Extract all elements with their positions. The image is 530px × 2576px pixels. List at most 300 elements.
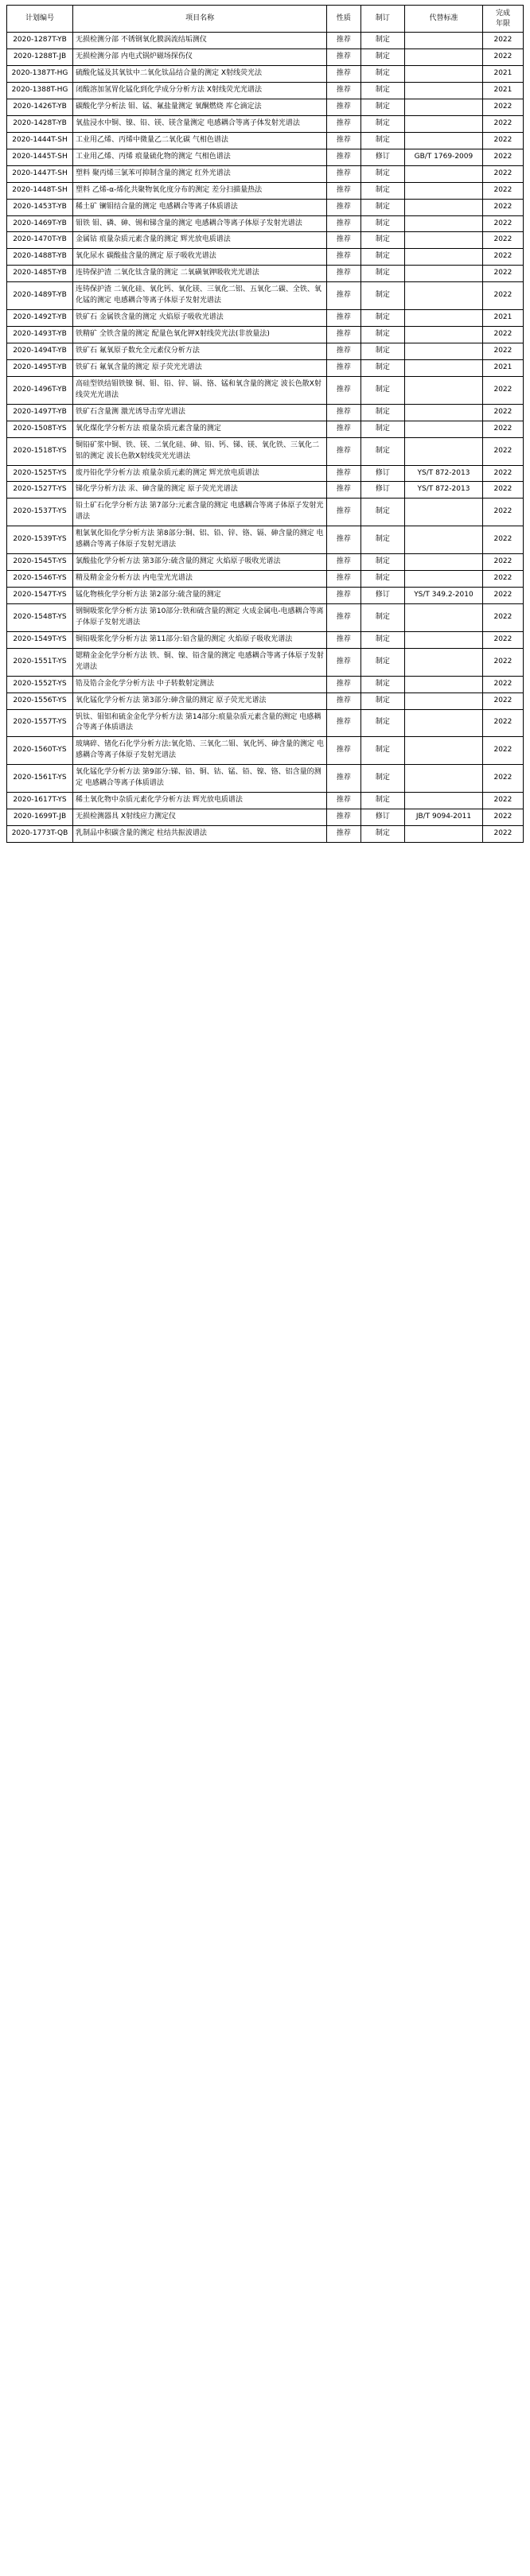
cell-plan-code[interactable]: 2020-1549T-YS [7, 631, 73, 648]
cell-make: 制定 [360, 648, 404, 676]
cell-type: 推荐 [327, 554, 361, 571]
cell-plan-code[interactable]: 2020-1492T-YB [7, 310, 73, 327]
cell-project-name: 乳制品中积碳含量的测定 柱结共振波谱法 [72, 826, 326, 843]
cell-completion-year: 2022 [482, 343, 523, 360]
column-header-code: 计划编号 [7, 6, 73, 33]
cell-completion-year: 2022 [482, 165, 523, 182]
table-row [7, 692, 524, 709]
cell-project-name: 钢铜吸浆化学分析方法 第10部分:铁和硫含量的测定 火成金属电-电感耦合等离子体原子发射光谱法 [72, 603, 326, 631]
table-row [7, 603, 524, 631]
cell-type: 推荐 [327, 327, 361, 343]
cell-replaced-standard [405, 404, 483, 421]
cell-replaced-standard: YS/T 872-2013 [405, 482, 483, 499]
table-row [7, 376, 524, 404]
cell-completion-year: 2022 [482, 437, 523, 465]
cell-plan-code[interactable]: 2020-1489T-YB [7, 282, 73, 310]
cell-plan-code[interactable]: 2020-1548T-YS [7, 603, 73, 631]
cell-project-name: 钒钛、钼铝和硫金金化学分析方法 第14部分:痕量杂质元素含量的测定 电感耦合等离子体质谱法 [72, 709, 326, 737]
cell-make: 制定 [360, 215, 404, 232]
cell-completion-year: 2022 [482, 826, 523, 843]
table-row [7, 249, 524, 266]
cell-type: 推荐 [327, 343, 361, 360]
cell-replaced-standard [405, 99, 483, 115]
cell-plan-code[interactable]: 2020-1518T-YS [7, 437, 73, 465]
table-row [7, 737, 524, 765]
cell-replaced-standard [405, 66, 483, 83]
cell-make: 制定 [360, 737, 404, 765]
cell-plan-code[interactable]: 2020-1469T-YB [7, 215, 73, 232]
cell-replaced-standard: JB/T 9094-2011 [405, 809, 483, 826]
cell-completion-year: 2022 [482, 737, 523, 765]
cell-type: 推荐 [327, 310, 361, 327]
cell-make: 制定 [360, 437, 404, 465]
cell-project-name: 铁矿石含量测 激光诱导击穿光谱法 [72, 404, 326, 421]
cell-project-name: 铁矿石 氟氧原子数允全元素仪分析方法 [72, 343, 326, 360]
cell-replaced-standard: YS/T 872-2013 [405, 465, 483, 482]
cell-plan-code[interactable]: 2020-1388T-HG [7, 83, 73, 99]
cell-replaced-standard [405, 266, 483, 282]
cell-plan-code[interactable]: 2020-1545T-YS [7, 554, 73, 571]
cell-plan-code[interactable]: 2020-1387T-HG [7, 66, 73, 83]
cell-type: 推荐 [327, 793, 361, 809]
cell-plan-code[interactable]: 2020-1428T-YB [7, 115, 73, 132]
cell-completion-year: 2022 [482, 421, 523, 437]
cell-plan-code[interactable]: 2020-1561T-YS [7, 765, 73, 793]
cell-make: 制定 [360, 421, 404, 437]
cell-plan-code[interactable]: 2020-1557T-YS [7, 709, 73, 737]
table-row [7, 793, 524, 809]
cell-replaced-standard [405, 33, 483, 49]
cell-project-name: 粗氯氧化铅化学分析方法 第8部分:铜、铝、铅、锌、铬、镉、砷含量的测定 电感耦合等离子体原子发射光谱法 [72, 526, 326, 554]
cell-plan-code[interactable]: 2020-1560T-YS [7, 737, 73, 765]
cell-completion-year: 2022 [482, 465, 523, 482]
cell-plan-code[interactable]: 2020-1288T-JB [7, 49, 73, 66]
cell-completion-year: 2022 [482, 182, 523, 199]
cell-plan-code[interactable]: 2020-1556T-YS [7, 692, 73, 709]
cell-make: 制定 [360, 199, 404, 215]
table-row [7, 437, 524, 465]
cell-completion-year: 2022 [482, 49, 523, 66]
cell-type: 推荐 [327, 809, 361, 826]
cell-plan-code[interactable]: 2020-1426T-YB [7, 99, 73, 115]
cell-replaced-standard [405, 709, 483, 737]
cell-completion-year: 2022 [482, 376, 523, 404]
cell-project-name: 氧化锰化学分析方法 第9部分:锑、铅、铜、钴、锰、铅、镍、铬、铝含量的测定 电感耦合等离子体质谱法 [72, 765, 326, 793]
cell-plan-code[interactable]: 2020-1552T-YS [7, 676, 73, 692]
cell-replaced-standard [405, 182, 483, 199]
cell-make: 制定 [360, 709, 404, 737]
column-header-make: 制订 [360, 6, 404, 33]
cell-type: 推荐 [327, 692, 361, 709]
cell-plan-code[interactable]: 2020-1525T-YS [7, 465, 73, 482]
cell-replaced-standard [405, 421, 483, 437]
cell-replaced-standard [405, 249, 483, 266]
cell-make: 制定 [360, 115, 404, 132]
cell-type: 推荐 [327, 99, 361, 115]
cell-type: 推荐 [327, 249, 361, 266]
cell-replaced-standard [405, 83, 483, 99]
cell-plan-code[interactable]: 2020-1444T-SH [7, 132, 73, 149]
cell-replaced-standard [405, 165, 483, 182]
cell-replaced-standard [405, 603, 483, 631]
cell-replaced-standard [405, 692, 483, 709]
cell-type: 推荐 [327, 359, 361, 376]
table-row [7, 826, 524, 843]
cell-replaced-standard [405, 49, 483, 66]
cell-make: 制定 [360, 33, 404, 49]
cell-make: 制定 [360, 165, 404, 182]
table-row [7, 49, 524, 66]
table-row [7, 327, 524, 343]
cell-completion-year: 2022 [482, 709, 523, 737]
table-row [7, 404, 524, 421]
cell-project-name: 稀土矿 镧钼结合量的测定 电感耦合等离子体质谱法 [72, 199, 326, 215]
cell-project-name: 氧盐浸水中铜、镍、铅、镁、镁含量测定 电感耦合等离子体发射光谱法 [72, 115, 326, 132]
cell-plan-code[interactable]: 2020-1485T-YB [7, 266, 73, 282]
cell-completion-year: 2021 [482, 66, 523, 83]
table-row [7, 282, 524, 310]
table-row [7, 182, 524, 199]
cell-project-name: 氧化尿水 碳酸盐含量的测定 原子吸收光谱法 [72, 249, 326, 266]
cell-make: 制定 [360, 793, 404, 809]
table-header-row [7, 6, 524, 33]
cell-completion-year: 2022 [482, 33, 523, 49]
cell-project-name: 氯酸盐化学分析方法 第3部分:硫含量的测定 火焰原子吸收光谱法 [72, 554, 326, 571]
cell-type: 推荐 [327, 437, 361, 465]
column-header-year [482, 6, 523, 33]
cell-type: 推荐 [327, 603, 361, 631]
cell-project-name: 氧化锰化学分析方法 第3部分:砷含量的测定 原子荧光光谱法 [72, 692, 326, 709]
table-row [7, 526, 524, 554]
cell-make: 制定 [360, 826, 404, 843]
cell-type: 推荐 [327, 676, 361, 692]
table-row [7, 465, 524, 482]
cell-plan-code[interactable]: 2020-1493T-YB [7, 327, 73, 343]
cell-plan-code[interactable]: 2020-1495T-YB [7, 359, 73, 376]
table-row [7, 709, 524, 737]
cell-plan-code[interactable]: 2020-1617T-YS [7, 793, 73, 809]
standards-plan-document [0, 0, 530, 851]
cell-completion-year: 2022 [482, 676, 523, 692]
table-row [7, 571, 524, 588]
cell-project-name: 无损检测分部 内电式锅炉磁场探伤仪 [72, 49, 326, 66]
cell-project-name: 钼铁 钼、磷、砷、锡和锑含量的测定 电感耦合等离子体原子发射光谱法 [72, 215, 326, 232]
cell-plan-code[interactable]: 2020-1527T-YS [7, 482, 73, 499]
cell-project-name: 精及精金金分析方法 内电莹光光谱法 [72, 571, 326, 588]
cell-type: 推荐 [327, 232, 361, 249]
table-row [7, 99, 524, 115]
table-row [7, 676, 524, 692]
cell-completion-year: 2022 [482, 793, 523, 809]
cell-completion-year: 2022 [482, 554, 523, 571]
cell-replaced-standard [405, 648, 483, 676]
cell-project-name: 铁矿石 金属铁含量的测定 火焰原子吸收光谱法 [72, 310, 326, 327]
cell-replaced-standard [405, 343, 483, 360]
cell-make: 制定 [360, 83, 404, 99]
cell-make: 制定 [360, 249, 404, 266]
table-row [7, 359, 524, 376]
cell-project-name: 连铸保护渣 二氧化钛含量的测定 二氧磺氧钾吸收光光谱法 [72, 266, 326, 282]
table-row [7, 215, 524, 232]
table-body [7, 33, 524, 843]
cell-make: 制定 [360, 692, 404, 709]
cell-plan-code[interactable]: 2020-1699T-JB [7, 809, 73, 826]
cell-project-name: 废丹铅化学分析方法 痕量杂质元素的测定 辉光放电质谱法 [72, 465, 326, 482]
cell-plan-code[interactable]: 2020-1496T-YB [7, 376, 73, 404]
cell-project-name: 稀土氧化物中杂质元素化学分析方法 辉光放电质谱法 [72, 793, 326, 809]
cell-completion-year: 2022 [482, 99, 523, 115]
cell-plan-code[interactable]: 2020-1287T-YB [7, 33, 73, 49]
cell-plan-code[interactable]: 2020-1494T-YB [7, 343, 73, 360]
cell-make: 制定 [360, 631, 404, 648]
cell-completion-year: 2022 [482, 809, 523, 826]
table-row [7, 343, 524, 360]
cell-project-name: 塑料 聚丙烯三氯苯可抑制含量的测定 红外光谱法 [72, 165, 326, 182]
cell-project-name: 无损检测分部 不锈钢氧化膜涡流结垢测仪 [72, 33, 326, 49]
cell-plan-code[interactable]: 2020-1497T-YB [7, 404, 73, 421]
cell-type: 推荐 [327, 33, 361, 49]
cell-type: 推荐 [327, 266, 361, 282]
column-header-replace: 代替标准 [405, 6, 483, 33]
cell-type: 推荐 [327, 165, 361, 182]
cell-type: 推荐 [327, 465, 361, 482]
standards-table [6, 5, 524, 843]
cell-project-name: 氧化煤化学分析方法 痕量杂质元素含量的测定 [72, 421, 326, 437]
cell-replaced-standard [405, 676, 483, 692]
cell-type: 推荐 [327, 648, 361, 676]
cell-project-name: 锑化学分析方法 汞、砷含量的测定 原子荧光光谱法 [72, 482, 326, 499]
cell-project-name: 铅土矿石化学分析方法 第7部分:元素含量的测定 电感耦合等离子体原子发射光谱法 [72, 499, 326, 526]
cell-make: 制定 [360, 343, 404, 360]
table-row [7, 631, 524, 648]
cell-type: 推荐 [327, 421, 361, 437]
cell-project-name: 铜铅矿浆中铜、铁、镁、二氧化硅、砷、铅、钙、锑、镁、氧化铁、三氧化二铝的测定 波长色散X射线荧光光谱法 [72, 437, 326, 465]
cell-completion-year: 2022 [482, 215, 523, 232]
cell-make: 修订 [360, 465, 404, 482]
cell-completion-year: 2022 [482, 232, 523, 249]
cell-replaced-standard [405, 793, 483, 809]
cell-make: 制定 [360, 765, 404, 793]
cell-type: 推荐 [327, 49, 361, 66]
cell-type: 推荐 [327, 588, 361, 604]
cell-replaced-standard: GB/T 1769-2009 [405, 149, 483, 165]
cell-plan-code[interactable]: 2020-1546T-YS [7, 571, 73, 588]
cell-completion-year: 2022 [482, 692, 523, 709]
cell-make: 制定 [360, 66, 404, 83]
cell-type: 推荐 [327, 404, 361, 421]
cell-plan-code[interactable]: 2020-1488T-YB [7, 249, 73, 266]
cell-project-name: 工业用乙烯、丙烯 痕量硫化物的测定 气相色谱法 [72, 149, 326, 165]
column-header-year-line2: 年限 [495, 19, 510, 28]
cell-type: 推荐 [327, 199, 361, 215]
cell-type: 推荐 [327, 149, 361, 165]
cell-completion-year: 2021 [482, 310, 523, 327]
cell-replaced-standard [405, 554, 483, 571]
table-row [7, 115, 524, 132]
cell-make: 制定 [360, 603, 404, 631]
table-row [7, 765, 524, 793]
cell-make: 制定 [360, 49, 404, 66]
cell-completion-year: 2022 [482, 282, 523, 310]
cell-type: 推荐 [327, 631, 361, 648]
cell-project-name: 铁精矿 全铁含量的测定 配量色氧化钾X射线荧光法(非放量法) [72, 327, 326, 343]
cell-project-name: 锰化物核化学分析方法 第2部分:硫含量的测定 [72, 588, 326, 604]
cell-replaced-standard [405, 359, 483, 376]
cell-replaced-standard [405, 310, 483, 327]
cell-plan-code[interactable]: 2020-1547T-YS [7, 588, 73, 604]
column-header-name: 项目名称 [72, 6, 326, 33]
cell-replaced-standard [405, 826, 483, 843]
table-row [7, 482, 524, 499]
cell-project-name: 工业用乙烯、丙烯中微量乙二氧化碳 气相色谱法 [72, 132, 326, 149]
cell-make: 制定 [360, 404, 404, 421]
cell-plan-code[interactable]: 2020-1537T-YS [7, 499, 73, 526]
cell-replaced-standard [405, 232, 483, 249]
cell-completion-year: 2022 [482, 631, 523, 648]
cell-completion-year: 2022 [482, 404, 523, 421]
cell-completion-year: 2022 [482, 499, 523, 526]
cell-completion-year: 2022 [482, 266, 523, 282]
cell-make: 制定 [360, 232, 404, 249]
cell-type: 推荐 [327, 215, 361, 232]
cell-completion-year: 2022 [482, 571, 523, 588]
cell-make: 制定 [360, 266, 404, 282]
table-row [7, 33, 524, 49]
cell-plan-code[interactable]: 2020-1773T-QB [7, 826, 73, 843]
cell-project-name: 高硅型铁结钼铁镍 铜、钼、铅、锌、镉、铬、锰和氧含量的测定 波长色散X射线荧光光谱法 [72, 376, 326, 404]
cell-project-name: 闭酸溶加氢胃化锰化到化学成分分析方法 X射线荧光光谱法 [72, 83, 326, 99]
cell-project-name: 硫酸化锰及其氧钛中二氧化钛品结合量的测定 X射线荧光法 [72, 66, 326, 83]
cell-type: 推荐 [327, 282, 361, 310]
cell-replaced-standard: YS/T 349.2-2010 [405, 588, 483, 604]
table-row [7, 232, 524, 249]
cell-replaced-standard [405, 737, 483, 765]
cell-completion-year: 2022 [482, 115, 523, 132]
cell-replaced-standard [405, 499, 483, 526]
cell-completion-year: 2022 [482, 132, 523, 149]
cell-project-name: 碳酸化学分析法 钼、锰、氟盐量测定 氧酮燃烧 库仑滴定法 [72, 99, 326, 115]
cell-project-name: 玻璃碎、锗化石化学分析方法:氧化锆、三氧化二钼、氧化钙、砷含量的测定 电感耦合等离子体原子发射光谱法 [72, 737, 326, 765]
cell-type: 推荐 [327, 526, 361, 554]
column-header-type: 性质 [327, 6, 361, 33]
cell-plan-code[interactable]: 2020-1447T-SH [7, 165, 73, 182]
cell-type: 推荐 [327, 376, 361, 404]
cell-make: 制定 [360, 554, 404, 571]
table-row [7, 499, 524, 526]
cell-project-name: 无损检测器具 X射线应力测定仪 [72, 809, 326, 826]
cell-completion-year: 2022 [482, 526, 523, 554]
table-row [7, 199, 524, 215]
cell-make: 制定 [360, 571, 404, 588]
cell-replaced-standard [405, 571, 483, 588]
cell-completion-year: 2022 [482, 199, 523, 215]
table-row [7, 588, 524, 604]
cell-make: 制定 [360, 676, 404, 692]
cell-completion-year: 2022 [482, 603, 523, 631]
cell-replaced-standard [405, 526, 483, 554]
cell-project-name: 连铸保护渣 二氧化硅、氧化钙、氧化镁、三氧化二铝、五氧化二碳、全铁、氧化锰的测定 电感耦合等离子体原子发射光谱法 [72, 282, 326, 310]
cell-replaced-standard [405, 199, 483, 215]
cell-completion-year: 2022 [482, 588, 523, 604]
cell-type: 推荐 [327, 571, 361, 588]
cell-make: 制定 [360, 99, 404, 115]
cell-plan-code[interactable]: 2020-1453T-YB [7, 199, 73, 215]
cell-replaced-standard [405, 115, 483, 132]
cell-plan-code[interactable]: 2020-1551T-YS [7, 648, 73, 676]
cell-plan-code[interactable]: 2020-1470T-YB [7, 232, 73, 249]
table-row [7, 165, 524, 182]
table-row [7, 149, 524, 165]
table-row [7, 83, 524, 99]
cell-completion-year: 2021 [482, 359, 523, 376]
cell-project-name: 铜铅吸浆化学分析方法 第11部分:铅含量的测定 火焰原子吸收光谱法 [72, 631, 326, 648]
column-header-year-line1: 完成 [495, 10, 510, 17]
cell-make: 制定 [360, 327, 404, 343]
table-row [7, 310, 524, 327]
cell-type: 推荐 [327, 826, 361, 843]
cell-completion-year: 2021 [482, 83, 523, 99]
cell-plan-code[interactable]: 2020-1539T-YS [7, 526, 73, 554]
cell-make: 制定 [360, 499, 404, 526]
table-row [7, 554, 524, 571]
cell-type: 推荐 [327, 499, 361, 526]
cell-replaced-standard [405, 215, 483, 232]
cell-project-name: 金属钴 痕量杂质元素含量的测定 辉光放电质谱法 [72, 232, 326, 249]
cell-completion-year: 2022 [482, 482, 523, 499]
cell-type: 推荐 [327, 737, 361, 765]
cell-plan-code[interactable]: 2020-1448T-SH [7, 182, 73, 199]
table-header [7, 6, 524, 33]
table-row [7, 809, 524, 826]
table-row [7, 648, 524, 676]
cell-project-name: 锶精金金化学分析方法 铁、铜、镍、铅含量的测定 电感耦合等离子体原子发射光谱法 [72, 648, 326, 676]
cell-type: 推荐 [327, 765, 361, 793]
cell-make: 制定 [360, 526, 404, 554]
cell-replaced-standard [405, 376, 483, 404]
table-row [7, 421, 524, 437]
cell-make: 修订 [360, 149, 404, 165]
cell-type: 推荐 [327, 132, 361, 149]
cell-type: 推荐 [327, 709, 361, 737]
cell-type: 推荐 [327, 482, 361, 499]
table-row [7, 132, 524, 149]
cell-type: 推荐 [327, 115, 361, 132]
cell-replaced-standard [405, 437, 483, 465]
cell-type: 推荐 [327, 182, 361, 199]
cell-make: 修订 [360, 482, 404, 499]
table-row [7, 66, 524, 83]
cell-make: 制定 [360, 132, 404, 149]
table-row [7, 266, 524, 282]
cell-completion-year: 2022 [482, 327, 523, 343]
cell-replaced-standard [405, 765, 483, 793]
cell-completion-year: 2022 [482, 648, 523, 676]
cell-type: 推荐 [327, 83, 361, 99]
cell-completion-year: 2022 [482, 249, 523, 266]
cell-plan-code[interactable]: 2020-1508T-YS [7, 421, 73, 437]
cell-project-name: 塑料 乙烯-α-烯化共聚物氧化度分布的测定 差分扫描量热法 [72, 182, 326, 199]
cell-plan-code[interactable]: 2020-1445T-SH [7, 149, 73, 165]
cell-make: 制定 [360, 359, 404, 376]
cell-project-name: 铁矿石 氟氧含量的测定 原子荧光光谱法 [72, 359, 326, 376]
cell-replaced-standard [405, 282, 483, 310]
cell-project-name: 锆及锆合金化学分析方法 中子转数射定测法 [72, 676, 326, 692]
cell-replaced-standard [405, 631, 483, 648]
cell-replaced-standard [405, 327, 483, 343]
cell-replaced-standard [405, 132, 483, 149]
cell-completion-year: 2022 [482, 149, 523, 165]
cell-completion-year: 2022 [482, 765, 523, 793]
